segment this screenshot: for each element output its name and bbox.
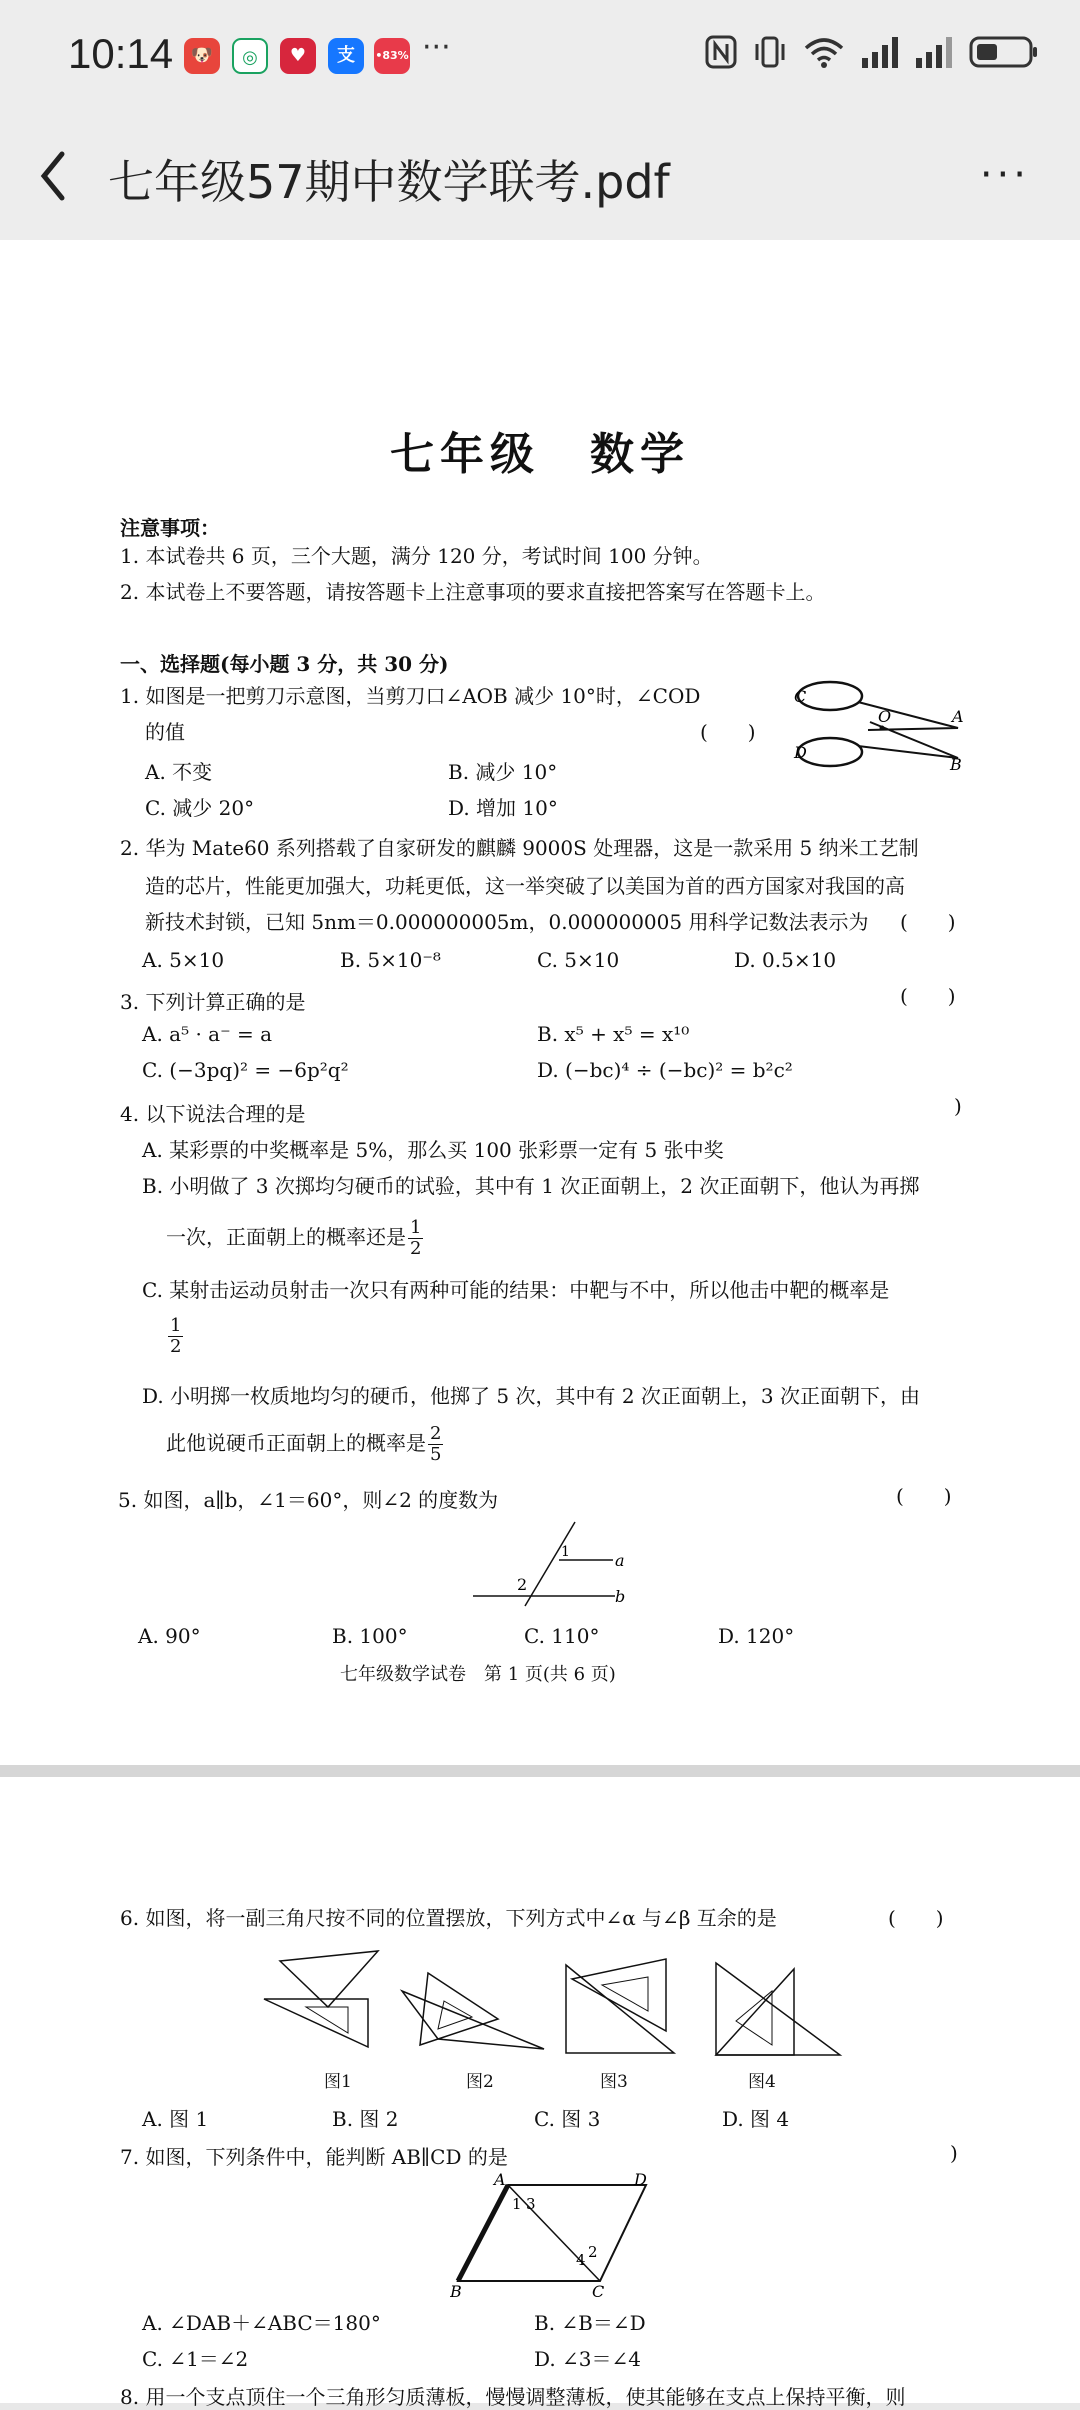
vibrate-icon (752, 34, 788, 70)
q4-option-c-line-1: C. 某射击运动员射击一次只有两种可能的结果：中靶与不中，所以他击中靶的概率是 (142, 1278, 890, 1302)
triangle-figure-2 (398, 1967, 548, 2057)
angle-label-2: 2 (588, 2243, 598, 2261)
q1-paren: ( ) (700, 720, 756, 744)
fraction-c: $\frac{1}{2}$ (170, 1315, 182, 1357)
q1-option-c: C. 减少 20° (145, 796, 255, 820)
nfc-icon (704, 34, 738, 70)
q1-stem: 1. 如图是一把剪刀示意图，当剪刀口∠AOB 减少 10°时，∠COD (120, 684, 701, 708)
app-bar (0, 112, 1080, 240)
q5-option-d: D. 120° (718, 1624, 795, 1648)
angle-label-1: 1 (512, 2195, 522, 2213)
triangle-figure-3 (562, 1955, 682, 2055)
scissors-label-o: O (878, 707, 892, 726)
section-1-heading: 一、选择题(每小题 3 分，共 30 分) (120, 652, 449, 676)
q2-line-3: 新技术封锁，已知 5nm＝0.000000005m，0.000000005 用科学记数法表示为 (145, 910, 869, 934)
scissors-label-a: A (952, 707, 964, 726)
q2-paren: ( ) (900, 910, 956, 934)
q3-paren: ( ) (900, 984, 956, 1008)
q4-option-b-line-2: 一次，正面朝上的概率还是 $\frac{1}{2}$ (166, 1217, 422, 1259)
more-notifications-icon: ··· (422, 30, 451, 65)
line-label-a: a (615, 1551, 625, 1570)
q6-paren: ( ) (888, 1906, 944, 1930)
wifi-icon (802, 34, 846, 70)
q1-option-a: A. 不变 (145, 760, 213, 784)
q8-stem: 8. 用一个支点顶住一个三角形匀质薄板，慢慢调整薄板，使其能够在支点上保持平衡，则 (120, 2385, 906, 2409)
angle-label-2: 2 (517, 1575, 528, 1594)
q5-stem: 5. 如图，a∥b，∠1＝60°，则∠2 的度数为 (118, 1488, 499, 1512)
app-icon-1: 🐶 (184, 38, 220, 74)
exam-title: 七年级 数学 (390, 429, 690, 480)
triangle-figure-4 (714, 1959, 844, 2059)
q5-option-c: C. 110° (524, 1624, 600, 1648)
q2-option-a: A. 5×10 (142, 948, 225, 972)
angle-label-1: 1 (561, 1544, 570, 1560)
vertex-label-b: B (450, 2282, 462, 2297)
q1-option-d: D. 增加 10° (448, 796, 558, 820)
q5-option-b: B. 100° (332, 1624, 408, 1648)
app-icon-5: •83% (374, 38, 410, 74)
pdf-page-2 (0, 1777, 1080, 2409)
fig-label-4: 图4 (748, 2072, 776, 2092)
q3-option-b: B. x⁵ + x⁵ = x¹⁰ (537, 1022, 690, 1046)
q3-option-c: C. (−3pq)² = −6p²q² (142, 1058, 349, 1082)
q4-option-a: A. 某彩票的中奖概率是 5%，那么买 100 张彩票一定有 5 张中奖 (142, 1138, 724, 1162)
q2-option-c: C. 5×10 (537, 948, 620, 972)
q5-paren: ( ) (896, 1484, 952, 1508)
fig-label-2: 图2 (466, 2072, 494, 2092)
status-bar (0, 0, 1080, 112)
q4-stem: 4. 以下说法合理的是 (120, 1102, 306, 1126)
q6-option-b: B. 图 2 (332, 2107, 399, 2131)
q1-option-b: B. 减少 10° (448, 760, 558, 784)
page-separator (0, 1765, 1080, 1777)
angle-label-3: 3 (526, 2195, 536, 2213)
page-footer: 七年级数学试卷 第 1 页(共 6 页) (340, 1664, 616, 1685)
battery-icon (968, 34, 1040, 70)
fig-label-1: 图1 (324, 2072, 352, 2092)
q4-paren: ) (954, 1094, 962, 1118)
parallelogram-figure (450, 2173, 660, 2297)
document-title: 七年级57期中数学联考.pdf (108, 155, 670, 209)
vertex-label-d: D (634, 2173, 647, 2189)
q2-option-b: B. 5×10⁻⁸ (340, 948, 441, 972)
fraction-two-fifths: $\frac{2}{5}$ (430, 1423, 442, 1465)
signal-icon-1 (860, 34, 900, 70)
q5-option-a: A. 90° (138, 1624, 201, 1648)
scissors-figure (790, 670, 970, 780)
q6-stem: 6. 如图，将一副三角尺按不同的位置摆放，下列方式中∠α 与∠β 互余的是 (120, 1906, 777, 1930)
notes-heading: 注意事项： (120, 516, 220, 540)
q2-line-1: 2. 华为 Mate60 系列搭载了自家研发的麒麟 9000S 处理器，这是一款采用 5 纳米工艺制 (120, 836, 919, 860)
q1-stem-2: 的值 (145, 720, 185, 744)
angle-label-4: 4 (576, 2251, 586, 2269)
q3-stem: 3. 下列计算正确的是 (120, 990, 306, 1014)
q7-option-a: A. ∠DAB＋∠ABC＝180° (142, 2311, 381, 2335)
fig-label-3: 图3 (600, 2072, 628, 2092)
q6-option-a: A. 图 1 (142, 2107, 209, 2131)
q7-stem: 7. 如图，下列条件中，能判断 AB∥CD 的是 (120, 2145, 508, 2169)
q3-option-a: A. a⁵ · a⁻ = a (142, 1022, 273, 1046)
back-arrow-icon[interactable] (34, 146, 74, 206)
pdf-page-1 (0, 240, 1080, 1765)
parallel-lines-figure (465, 1520, 635, 1610)
q7-option-c: C. ∠1＝∠2 (142, 2347, 249, 2371)
scissors-label-c: C (794, 687, 807, 706)
q4-option-d-line-1: D. 小明掷一枚质地均匀的硬币，他掷了 5 次，其中有 2 次正面朝上，3 次正面朝下，由 (142, 1384, 920, 1408)
vertex-label-c: C (592, 2282, 605, 2297)
signal-icon-2 (914, 34, 954, 70)
status-time: 10:14 (68, 30, 174, 77)
note-2: 2. 本试卷上不要答题，请按答题卡上注意事项的要求直接把答案写在答题卡上。 (120, 580, 826, 604)
q3-option-d: D. (−bc)⁴ ÷ (−bc)² = b²c² (537, 1058, 793, 1082)
q7-option-b: B. ∠B＝∠D (534, 2311, 646, 2335)
q6-option-c: C. 图 3 (534, 2107, 601, 2131)
vertex-label-a: A (494, 2173, 506, 2189)
q2-option-d: D. 0.5×10 (734, 948, 837, 972)
system-icons (704, 34, 1040, 70)
q4-option-b-line-1: B. 小明做了 3 次掷均匀硬币的试验，其中有 1 次正面朝上，2 次正面朝下，他认为再掷 (142, 1174, 920, 1198)
scissors-label-d: D (794, 743, 807, 762)
alipay-icon: 支 (328, 38, 364, 74)
more-menu-icon[interactable]: ··· (979, 152, 1030, 198)
app-icon-2: ◎ (232, 38, 268, 74)
q6-option-d: D. 图 4 (722, 2107, 790, 2131)
q2-line-2: 造的芯片，性能更加强大，功耗更低，这一举突破了以美国为首的西方国家对我国的高 (145, 874, 905, 898)
q4-option-c-line-2 (166, 1316, 183, 1357)
fraction-one-half: $\frac{1}{2}$ (410, 1217, 422, 1259)
line-label-b: b (615, 1587, 626, 1606)
app-icon-3: ♥ (280, 38, 316, 74)
scissors-label-b: B (950, 755, 962, 774)
q7-paren: ) (950, 2141, 958, 2165)
note-1: 1. 本试卷共 6 页，三个大题，满分 120 分，考试时间 100 分钟。 (120, 544, 713, 568)
triangle-figure-1 (260, 1949, 380, 2049)
q7-option-d: D. ∠3＝∠4 (534, 2347, 642, 2371)
q4-option-d-line-2: 此他说硬币正面朝上的概率是 $\frac{2}{5}$ (166, 1423, 442, 1465)
